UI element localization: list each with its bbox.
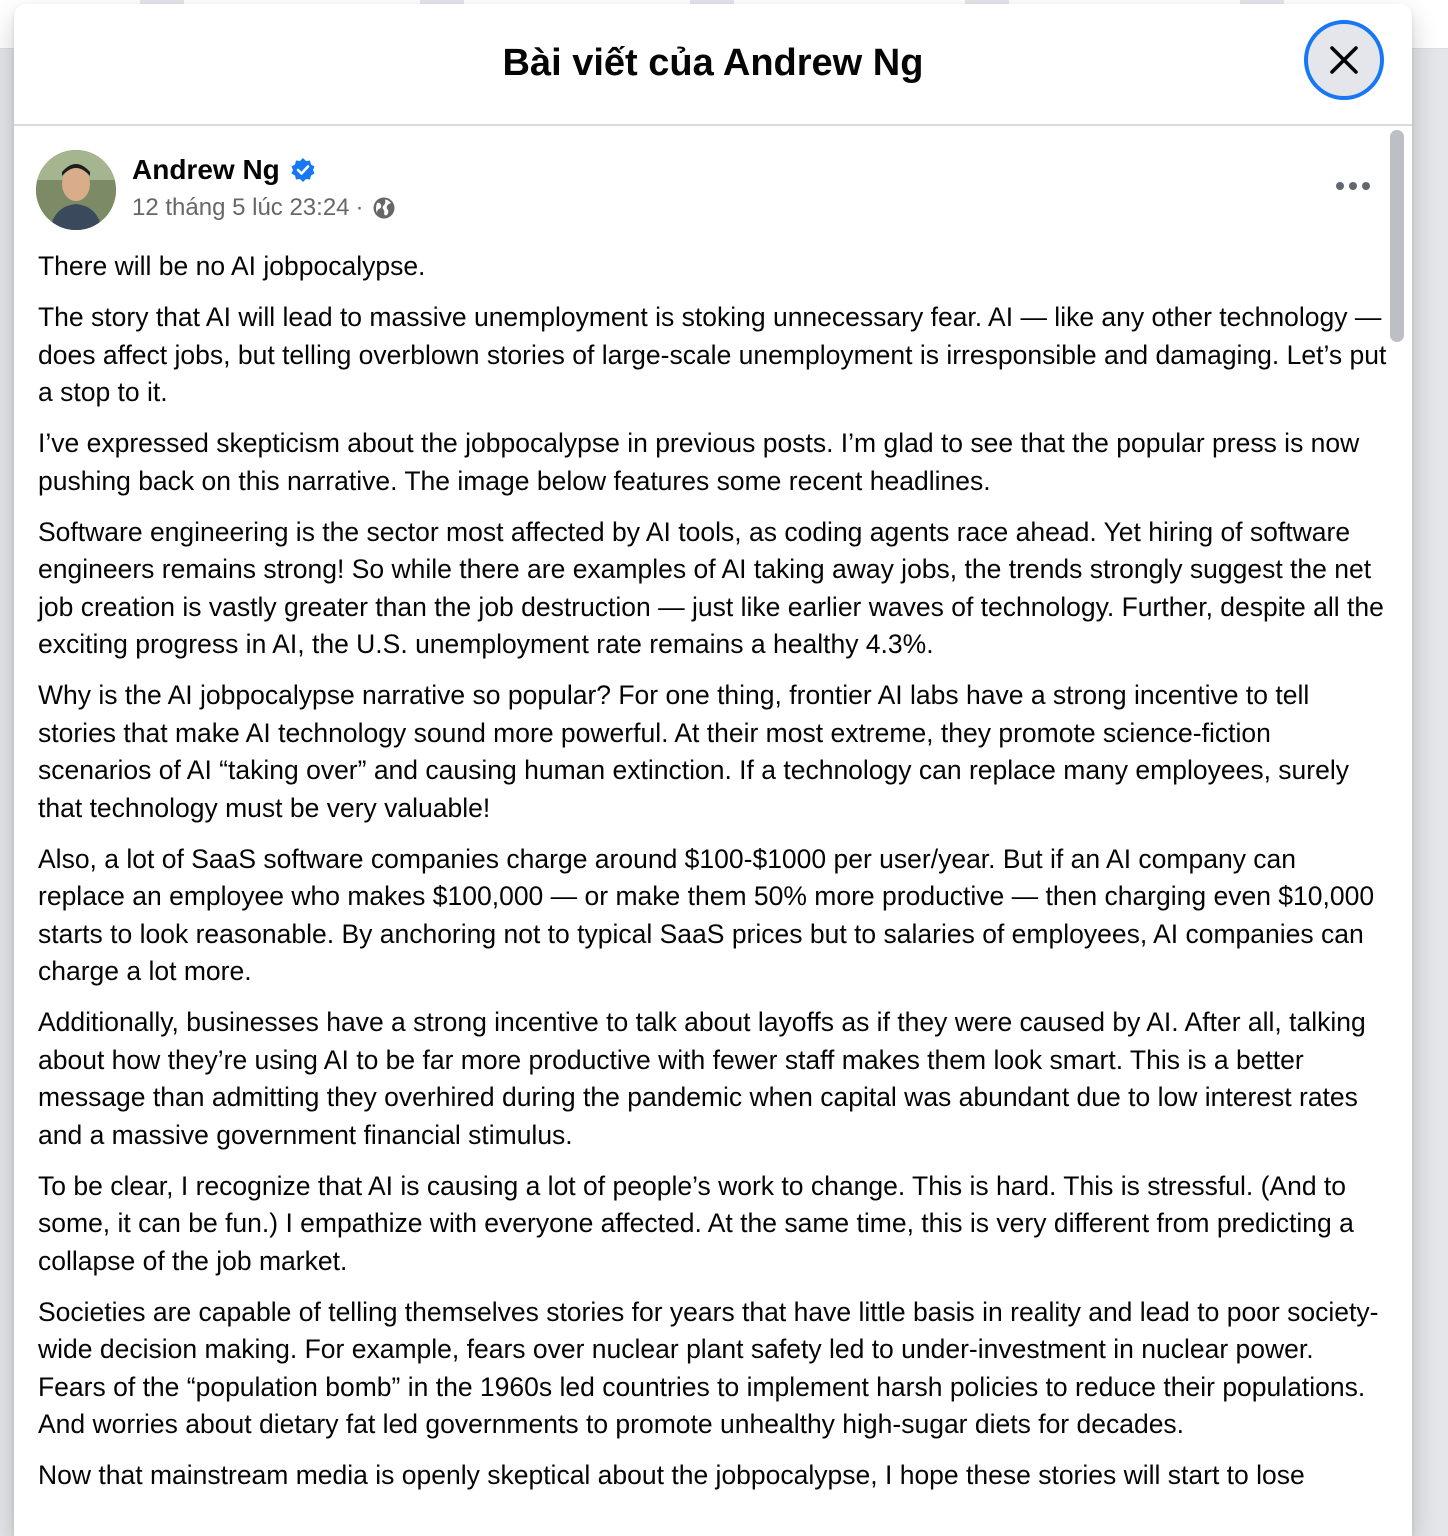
close-button[interactable] xyxy=(1304,20,1384,100)
post-meta xyxy=(132,190,396,226)
close-icon xyxy=(1329,45,1359,75)
post-paragraph: Software engineering is the sector most affected by AI tools, as coding agents race ahead. Yet hiring of software engineers remains strong! So while there are examples of AI taking away jobs, the trends strongly suggest the net job creation is vastly greater than the job destruction — just like earlier waves of technology. Further, despite all the exciting progress in AI, the U.S. unemployment rate remains a healthy 4.3%. xyxy=(38,516,1384,659)
meta-separator: · xyxy=(355,194,364,221)
more-options-icon xyxy=(1362,182,1370,190)
post-paragraph: Societies are capable of telling themselves stories for years that have little basis in reality and lead to poor society-wide decision making. For example, fears over nuclear plant safety led to under-investment in nuclear power. Fears of the “population bomb” in the 1960s led countries to implement harsh policies to reduce their populations. And worries about dietary fat led governments to promote unhealthy high-sugar diets for decades. xyxy=(38,1296,1379,1439)
post-content xyxy=(14,126,1390,1536)
avatar-photo xyxy=(36,150,116,230)
post-paragraph: Why is the AI jobpocalypse narrative so popular? For one thing, frontier AI labs have a strong incentive to tell stories that make AI technology sound more powerful. At their most extreme, they promote science-fiction scenarios of AI “taking over” and causing human extinction. If a technology can replace many employees, surely that technology must be very valuable! xyxy=(38,680,1349,823)
post-body xyxy=(38,248,1388,1508)
dialog-header xyxy=(14,4,1412,126)
post-paragraph: To be clear, I recognize that AI is causing a lot of people’s work to change. This is hard. This is stressful. (And to some, it can be fun.) I empathize with everyone affected. At the same time, this is very different from predicting a collapse of the job market. xyxy=(38,1170,1354,1276)
post-paragraph: Additionally, businesses have a strong incentive to talk about layoffs as if they were caused by AI. After all, talking about how they’re using AI to be far more productive with fewer staff makes them look smart. This is a better message than admitting they overhired during the pandemic when capital was abundant due to low interest rates and a massive government financial stimulus. xyxy=(38,1007,1366,1150)
scrollbar-thumb[interactable] xyxy=(1390,130,1404,342)
verified-badge-icon xyxy=(290,157,316,183)
post-paragraph: The story that AI will lead to massive unemployment is stoking unnecessary fear. AI — like any other technology — does affect jobs, but telling overblown stories of large-scale unemployment is irresponsible and damaging. Let’s put a stop to it. xyxy=(38,302,1387,407)
post-paragraph: I’ve expressed skepticism about the jobpocalypse in previous posts. I’m glad to see that the popular press is now pushing back on this narrative. The image below features some recent headlines. xyxy=(38,428,1360,496)
more-options-icon xyxy=(1349,182,1357,190)
post-dialog xyxy=(14,4,1412,1536)
post-paragraph: Also, a lot of SaaS software companies charge around $100-$1000 per user/year. But if an AI company can replace an employee who makes $100,000 — or make them 50% more productive — then charging even $10,000 starts to look reasonable. By anchoring not to typical SaaS prices but to salaries of employees, AI companies can charge a lot more. xyxy=(38,843,1375,986)
post-paragraph: There will be no AI jobpocalypse. xyxy=(38,251,426,281)
author-name[interactable]: Andrew Ng xyxy=(132,154,280,185)
more-options-button[interactable] xyxy=(1326,164,1380,208)
dialog-title: Bài viết của Andrew Ng xyxy=(502,42,924,84)
globe-icon[interactable] xyxy=(372,196,396,220)
post-timestamp[interactable]: 12 tháng 5 lúc 23:24 xyxy=(132,194,350,221)
more-options-icon xyxy=(1336,182,1344,190)
avatar[interactable] xyxy=(36,150,116,230)
post-paragraph: Now that mainstream media is openly skeptical about the jobpocalypse, I hope these stories will start to lose xyxy=(38,1460,1305,1490)
